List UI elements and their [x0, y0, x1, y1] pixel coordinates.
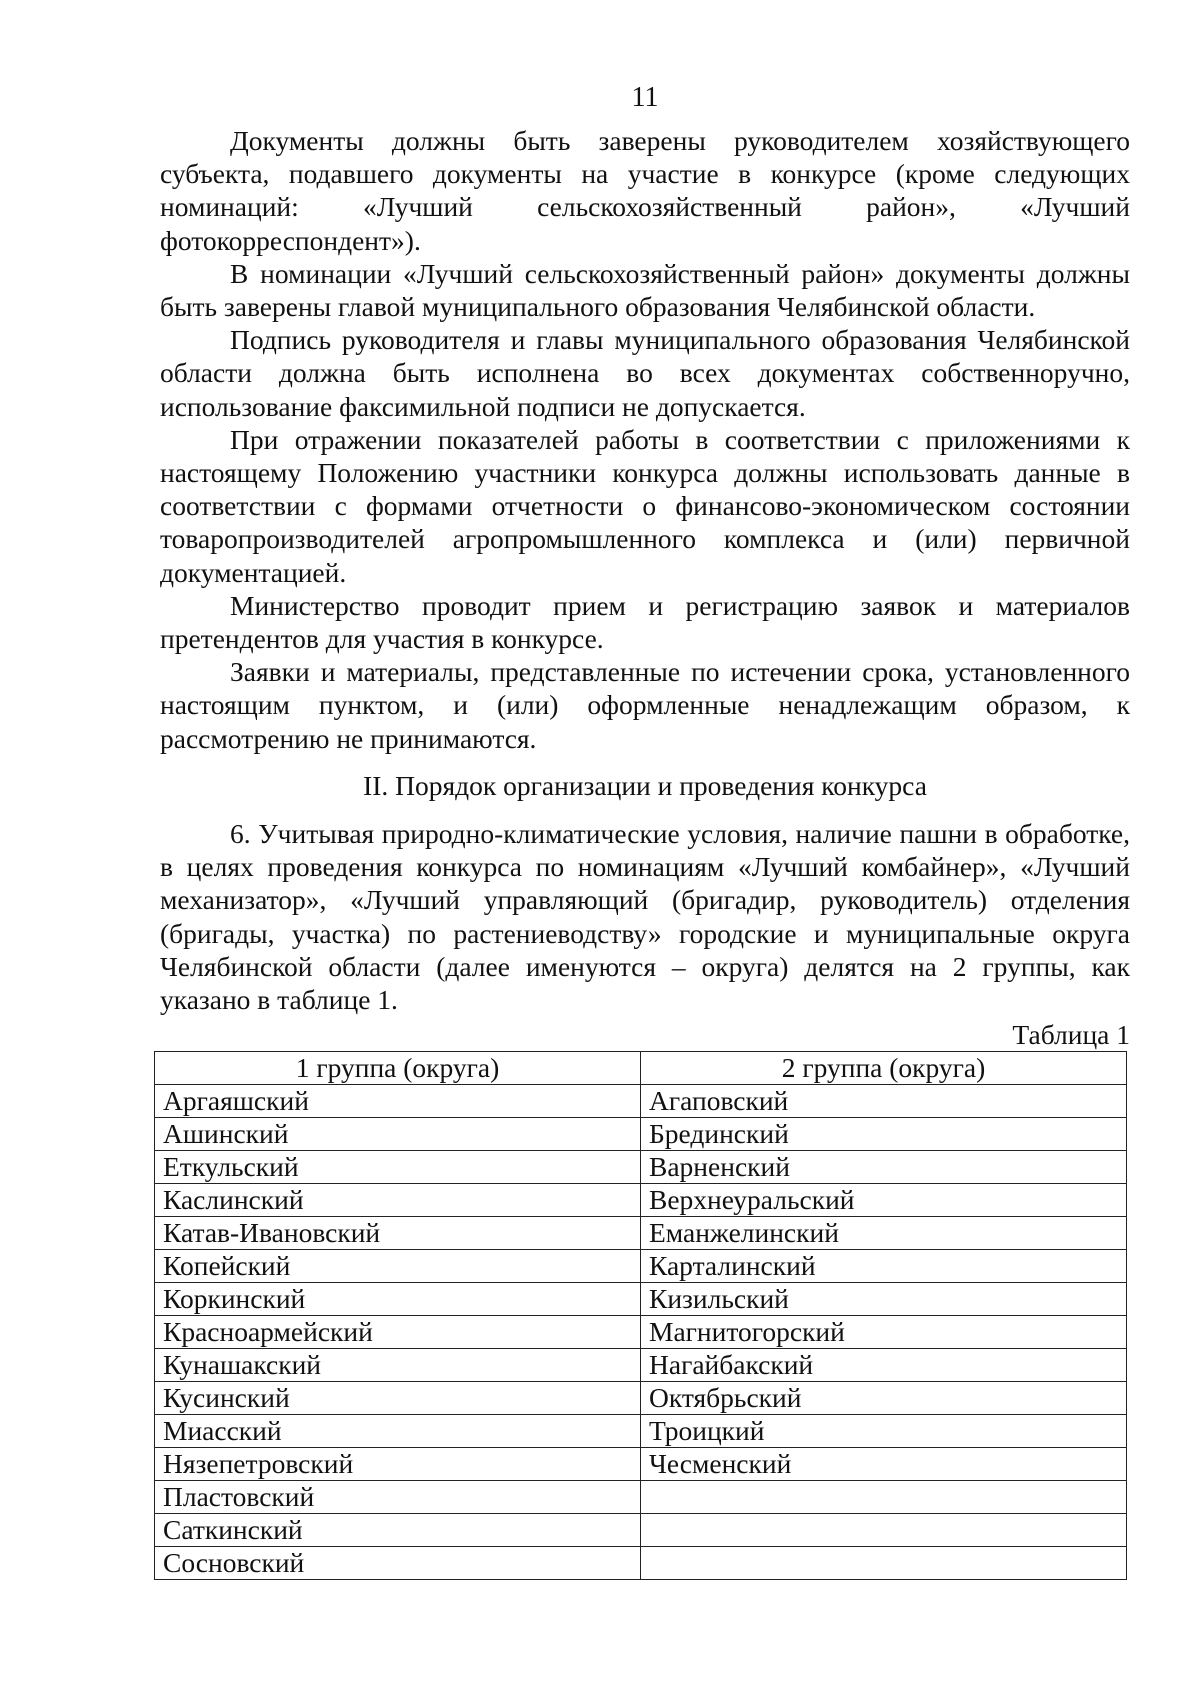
- group-2-cell: Еманжелинский: [641, 1217, 1127, 1250]
- group-2-cell: Агаповский: [641, 1085, 1127, 1118]
- paragraph-district-nomination: В номинации «Лучший сельскохозяйственный район» документы должны быть заверены главой муниципального образования Челябинской области.: [160, 257, 1130, 323]
- group-2-cell: [641, 1547, 1127, 1580]
- group-1-cell: Кусинский: [155, 1382, 641, 1415]
- page-number: 11: [631, 82, 659, 113]
- group-1-cell: Нязепетровский: [155, 1448, 641, 1481]
- table-header-row: [155, 1052, 1127, 1085]
- table-row: [155, 1382, 1127, 1415]
- group-2-cell: Варненский: [641, 1151, 1127, 1184]
- paragraph-signature: Подпись руководителя и главы муниципального образования Челябинской области должна быть исполнена во всех документах собственноручно, использование факсимильной подписи не допускается.: [160, 324, 1130, 422]
- group-2-cell: Брединский: [641, 1118, 1127, 1151]
- table-row: [155, 1481, 1127, 1514]
- group-2-cell: Чесменский: [641, 1448, 1127, 1481]
- section-title: II. Порядок организации и проведения конкурса: [363, 769, 927, 801]
- group-2-cell: Карталинский: [641, 1250, 1127, 1283]
- paragraph-indicators: При отражении показателей работы в соответствии с приложениями к настоящему Положению участники конкурса должны использовать данные в соответствии с формами отчетности о финансово-экономическом состоянии товаропроизводителей агропромышленного комплекса и (или) первичной документацией.: [160, 423, 1130, 588]
- group-1-cell: Сосновский: [155, 1547, 641, 1580]
- group-2-cell: Нагайбакский: [641, 1349, 1127, 1382]
- table-row: [155, 1151, 1127, 1184]
- table-row: [155, 1514, 1127, 1547]
- regions-table: [154, 1051, 1127, 1580]
- document-body: [160, 124, 1130, 1580]
- group-1-cell: Катав-Ивановский: [155, 1217, 641, 1250]
- group-1-cell: Кунашакский: [155, 1349, 641, 1382]
- table-row: [155, 1184, 1127, 1217]
- group-2-cell: Верхнеуральский: [641, 1184, 1127, 1217]
- group-2-cell: Магнитогорский: [641, 1316, 1127, 1349]
- table-row: [155, 1316, 1127, 1349]
- table-row: [155, 1085, 1127, 1118]
- table-row: [155, 1283, 1127, 1316]
- table-row: [155, 1250, 1127, 1283]
- group-2-cell: Октябрьский: [641, 1382, 1127, 1415]
- header-group-2: 2 группа (округа): [641, 1052, 1127, 1085]
- table-row: [155, 1349, 1127, 1382]
- group-2-cell: Кизильский: [641, 1283, 1127, 1316]
- group-2-cell: [641, 1514, 1127, 1547]
- group-2-cell: [641, 1481, 1127, 1514]
- table-row: [155, 1547, 1127, 1580]
- group-1-cell: Пластовский: [155, 1481, 641, 1514]
- table-row: [155, 1217, 1127, 1250]
- group-2-cell: Троицкий: [641, 1415, 1127, 1448]
- header-group-1: 1 группа (округа): [155, 1052, 641, 1085]
- table-caption: Таблица 1: [1012, 1019, 1130, 1051]
- paragraph-rejection: Заявки и материалы, представленные по истечении срока, установленного настоящим пунктом, и (или) оформленные ненадлежащим образом, к рассмотрению не принимаются.: [160, 656, 1130, 754]
- group-1-cell: Еткульский: [155, 1151, 641, 1184]
- group-1-cell: Копейский: [155, 1250, 641, 1283]
- table-row: [155, 1448, 1127, 1481]
- group-1-cell: Миасский: [155, 1415, 641, 1448]
- group-1-cell: Ашинский: [155, 1118, 641, 1151]
- table-row: [155, 1118, 1127, 1151]
- group-1-cell: Коркинский: [155, 1283, 641, 1316]
- paragraph-certification: Документы должны быть заверены руководителем хозяйствующего субъекта, подавшего документы на участие в конкурсе (кроме следующих номинаций: «Лучший сельскохозяйственный район», «Лучший фотокорреспондент»).: [160, 125, 1130, 256]
- group-1-cell: Саткинский: [155, 1514, 641, 1547]
- group-1-cell: Аргаяшский: [155, 1085, 641, 1118]
- group-1-cell: Каслинский: [155, 1184, 641, 1217]
- paragraph-registration: Министерство проводит прием и регистрацию заявок и материалов претендентов для участия в конкурсе.: [160, 589, 1130, 655]
- paragraph-groups: 6. Учитывая природно-климатические условия, наличие пашни в обработке, в целях проведения конкурса по номинациям «Лучший комбайнер», «Лучший механизатор», «Лучший управляющий (бригадир, руководитель) отделения (бригады, участка) по растениеводству» городские и муниципальные округа Челябинской области (далее именуются – округа) делятся на 2 группы, как указано в таблице 1.: [160, 818, 1130, 1016]
- table-row: [155, 1415, 1127, 1448]
- group-1-cell: Красноармейский: [155, 1316, 641, 1349]
